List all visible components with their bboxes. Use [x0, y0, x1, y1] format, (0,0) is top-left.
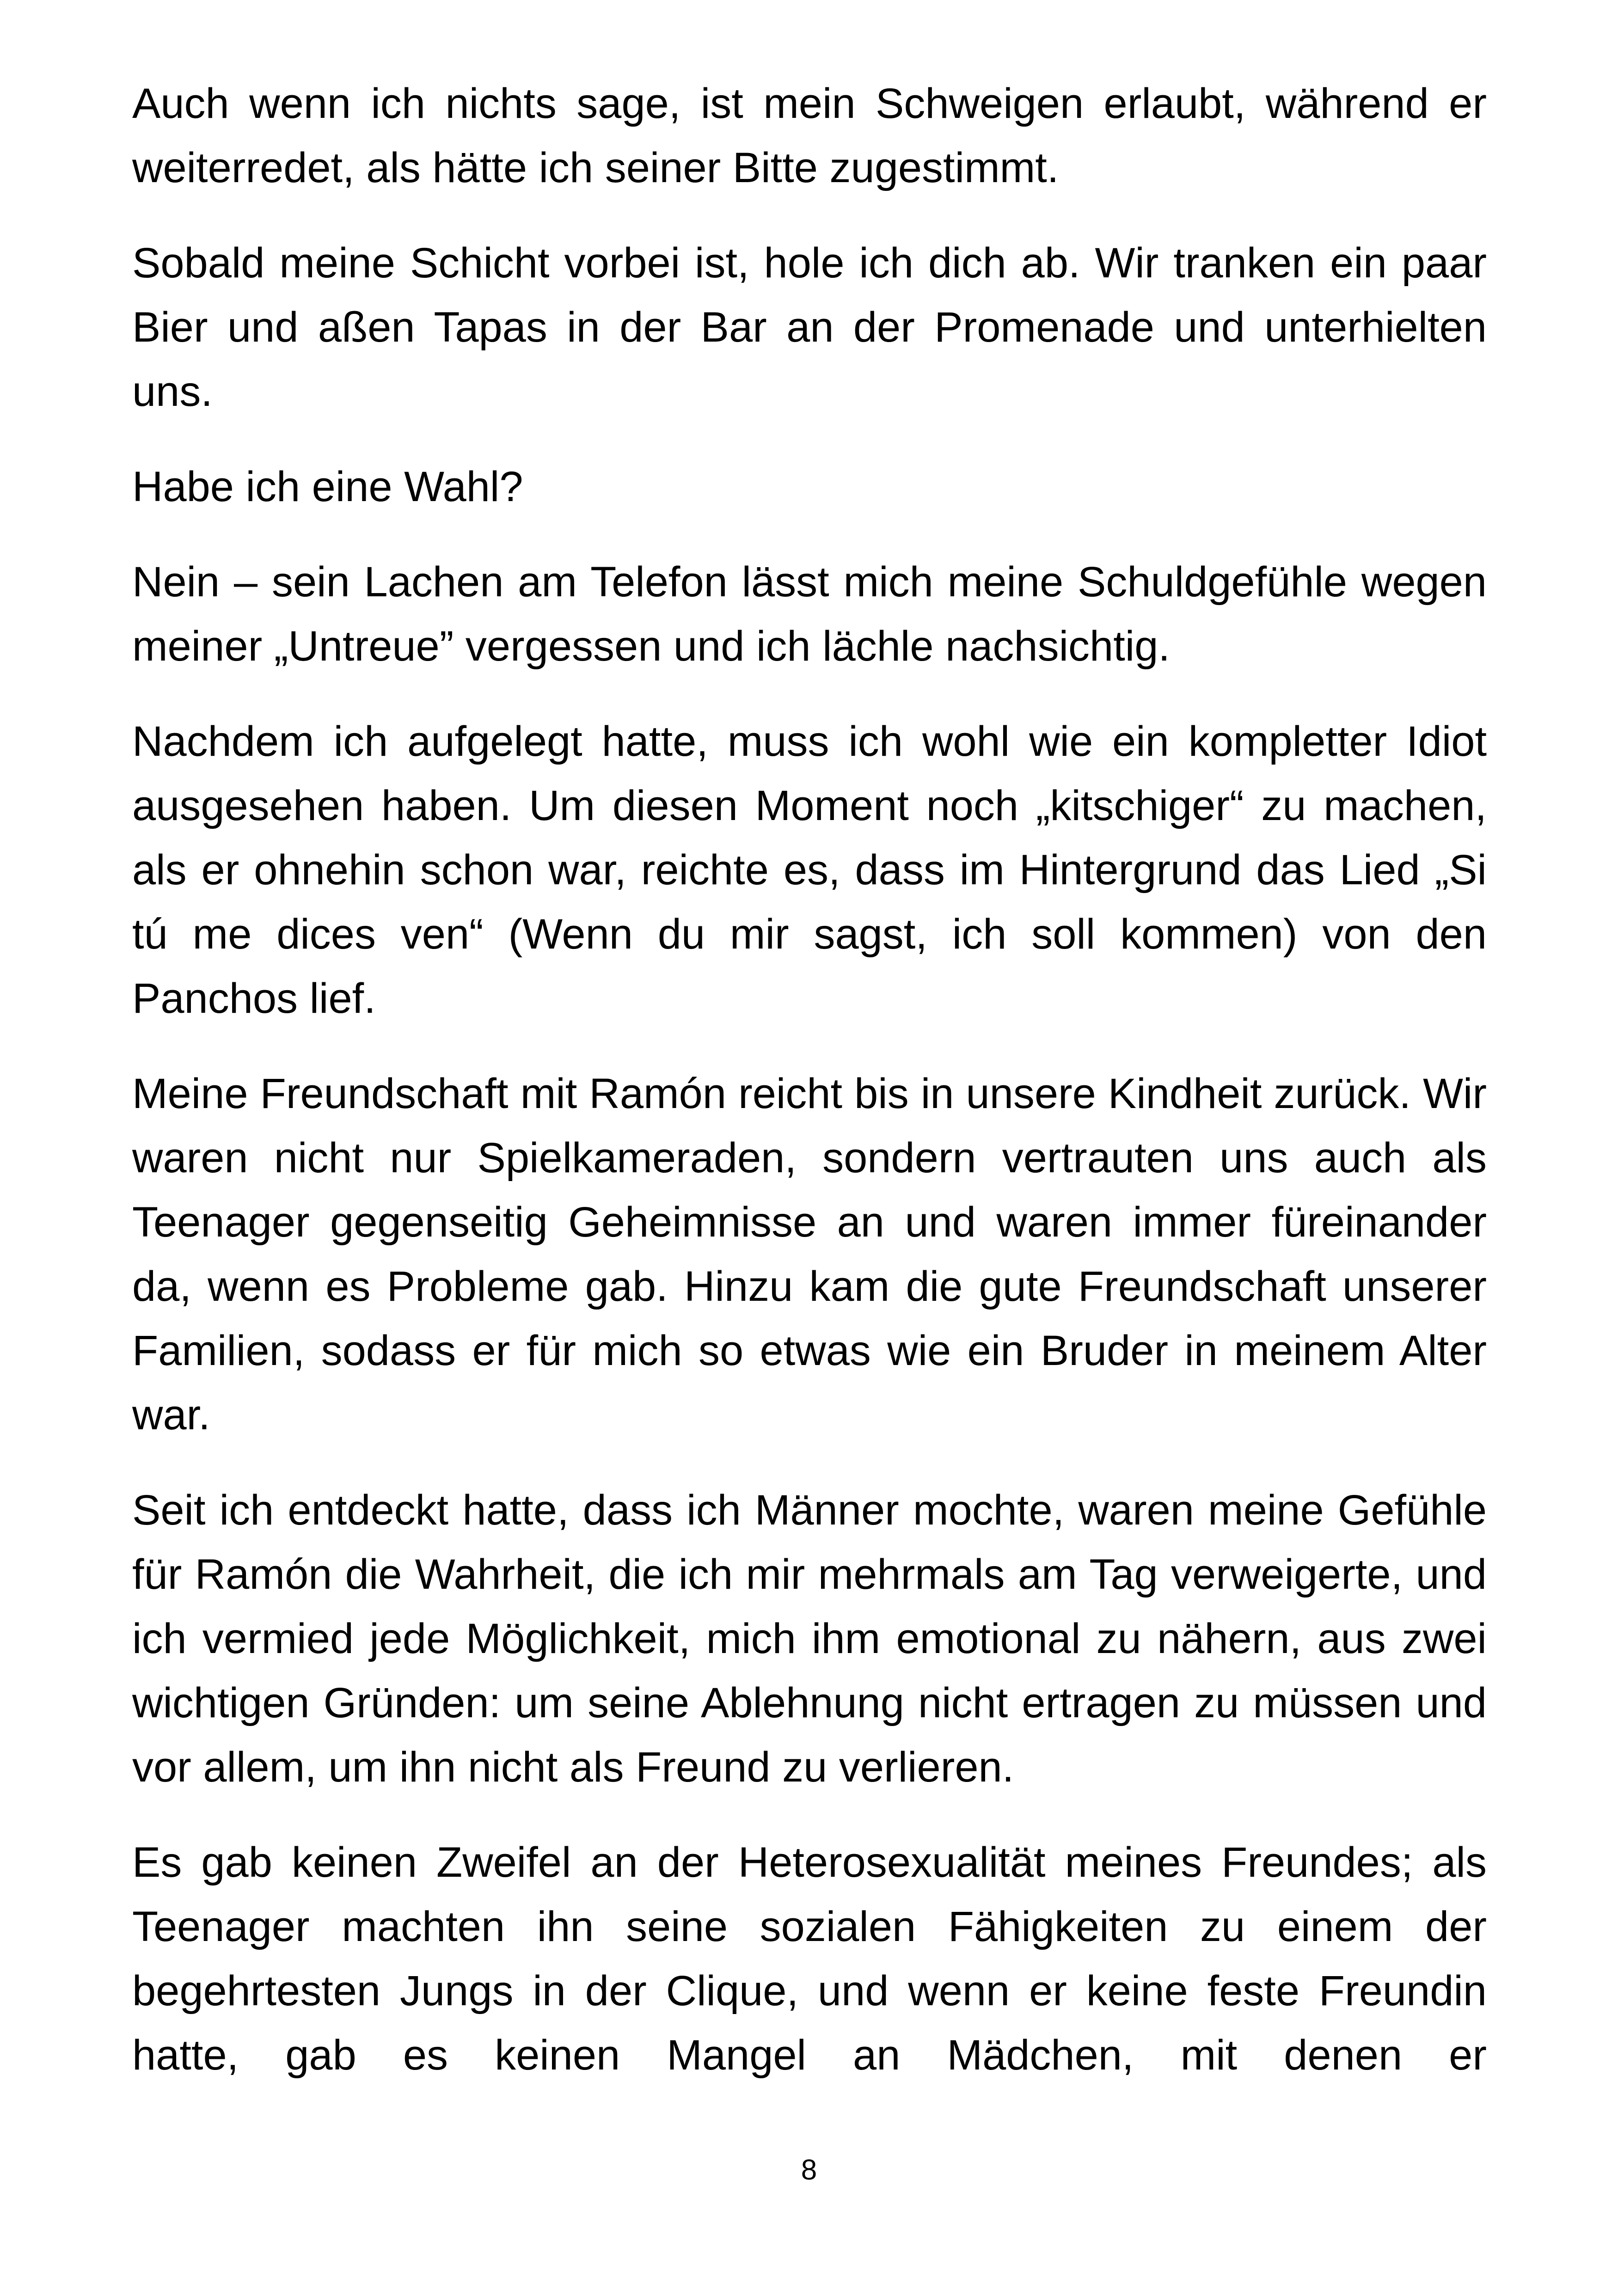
body-text	[132, 72, 1487, 2088]
paragraph-2: Sobald meine Schicht vorbei ist, hole ich dich ab. Wir tranken ein paar Bier und aßen Tapas in der Bar an der Promenade und unterhielten uns.	[132, 239, 1487, 415]
paragraph-3: Habe ich eine Wahl?	[132, 463, 523, 510]
page-number: 8	[801, 2154, 817, 2186]
paragraph-1: Auch wenn ich nichts sage, ist mein Schweigen erlaubt, während er weiterredet, als hätte ich seiner Bitte zugestimmt.	[132, 80, 1487, 191]
paragraph-4: Nein – sein Lachen am Telefon lässt mich meine Schuldgefühle wegen meiner „Untreue” vergessen und ich lächle nachsichtig.	[132, 558, 1487, 670]
paragraph-6: Meine Freundschaft mit Ramón reicht bis in unsere Kindheit zurück. Wir waren nicht nur Spielkameraden, sondern vertrauten uns auch als Teenager gegenseitig Geheimnisse an und waren immer füreinander da, wenn es Probleme gab. Hinzu kam die gute Freundschaft unserer Familien, sodass er für mich so etwas wie ein Bruder in meinem Alter war.	[132, 1070, 1487, 1439]
paragraph-5: Nachdem ich aufgelegt hatte, muss ich wohl wie ein kompletter Idiot ausgesehen haben. Um diesen Moment noch „kitschiger“ zu machen, als er ohnehin schon war, reichte es, dass im Hintergrund das Lied „Si tú me dices ven“ (Wenn du mir sagst, ich soll kommen) von den Panchos lief.	[132, 718, 1487, 1022]
paragraph-7: Seit ich entdeckt hatte, dass ich Männer mochte, waren meine Gefühle für Ramón die Wahrheit, die ich mir mehrmals am Tag verweigerte, und ich vermied jede Möglichkeit, mich ihm emotional zu nähern, aus zwei wichtigen Gründen: um seine Ablehnung nicht ertragen zu müssen und vor allem, um ihn nicht als Freund zu verlieren.	[132, 1487, 1487, 1791]
paragraph-8: Es gab keinen Zweifel an der Heterosexualität meines Freundes; als Teenager machten ihn seine sozialen Fähigkeiten zu einem der begehrtesten Jungs in der Clique, und wenn er keine feste Freundin hatte, gab es keinen Mangel an Mädchen, mit denen er	[132, 1839, 1487, 2079]
